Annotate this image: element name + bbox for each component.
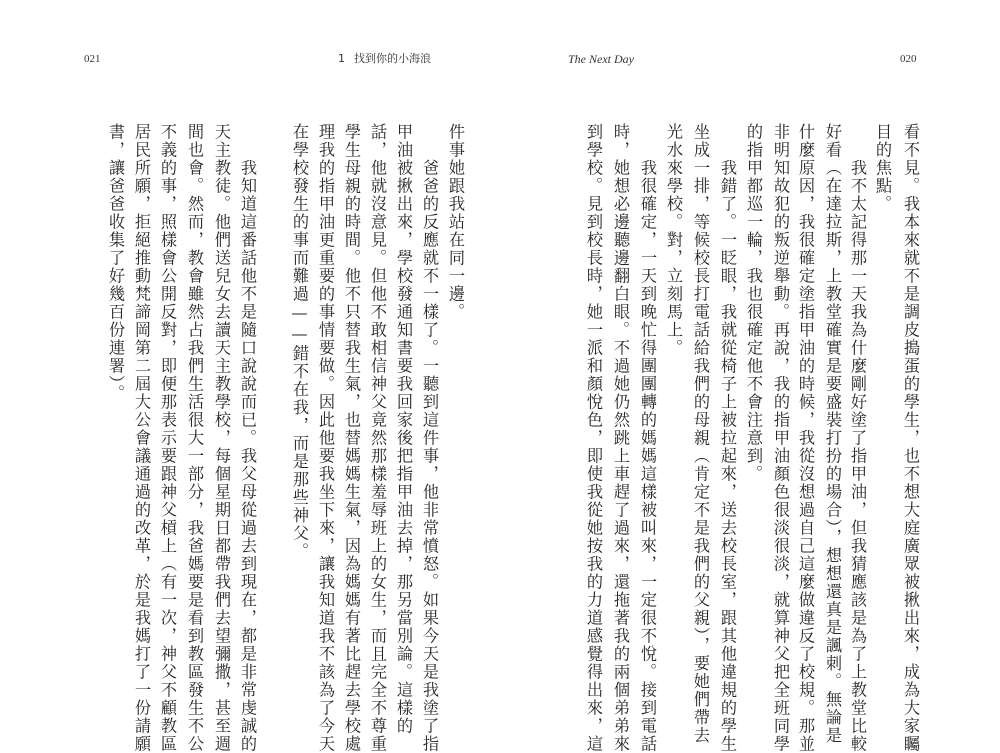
text-column: 坐成一排，等候校長打電話給我們的母親（肯定不是我們的父親），要她們帶去 (691, 123, 710, 745)
text-column: 我不太記得那一天我為什麼剛好塗了指甲油，但我猜應該是為了上教堂比較 (848, 159, 867, 753)
text-column: 甲油被揪出來，學校發通知書要我回家後把指甲油去掉，那另當別論。這樣的 (394, 123, 413, 735)
left-page-number: 021 (84, 53, 101, 65)
text-column: 在學校發生的事而難過——錯不在我，而是那些神父。 (290, 123, 309, 561)
text-column: 我錯了。一眨眼，我就從椅子上被拉起來，送去校長室，跟其他違規的學生 (718, 159, 737, 753)
text-column: 什麼原因，我很確定塗指甲油的時候，我從沒想過自己這麼做違反了校規。那並 (796, 123, 815, 753)
right-running-head: The Next Day (568, 52, 634, 66)
text-column: 話，他就沒意見。但他不敢相信神父竟然那樣羞辱班上的女生，而且完全不尊重 (368, 123, 387, 753)
text-column: 居民所願，拒絕推動梵諦岡第二屆大公會議通過的改革，於是我媽打了一份請願 (132, 123, 151, 753)
text-column: 我知道這番話他不是隨口說說而已。我父母從過去到現在，都是非常虔誠的 (238, 159, 257, 753)
text-column: 間也會。然而，教會雖然占我們生活很大一部分，我爸媽要是看到教區發生不公 (185, 123, 204, 753)
text-column: 我很確定，一天到晚忙得團團轉的媽媽這樣被叫來，一定很不悅。接到電話 (638, 159, 657, 753)
chapter-title: 找到你的小海浪 (354, 52, 431, 65)
text-column: 學生母親的時間。他不只替我生氣，也替媽媽生氣，因為媽媽有著比趕去學校處 (342, 123, 361, 753)
text-column: 到學校。見到校長時，她一派和顏悅色，即使我從她按我的力道感覺得出來，這 (584, 123, 603, 753)
text-column: 好看（在達拉斯，上教堂確實是要盛裝打扮的場合），想想還真是諷刺。無論是 (823, 123, 842, 745)
right-page-number: 020 (900, 53, 917, 65)
text-column: 件事她跟我站在同一邊。 (446, 123, 465, 321)
left-running-head (338, 52, 431, 66)
text-column: 不義的事，照樣會公開反對，即便那表示要跟神父槓上（有一次，神父不顧教區 (158, 123, 177, 753)
text-column: 看不見。我本來就不是調皮搗蛋的學生，也不想大庭廣眾被揪出來，成為大家矚 (901, 123, 920, 753)
chapter-number: 1 (338, 52, 345, 65)
text-column: 爸爸的反應就不一樣了。一聽到這件事，他非常憤怒。如果今天是我塗了指 (420, 159, 439, 753)
text-column: 理我的指甲油更重要的事情要做。因此他要我坐下來，讓我知道我不該為了今天 (316, 123, 335, 753)
right-page (500, 0, 1000, 753)
text-column: 光水來學校。對，立刻馬上。 (664, 123, 683, 357)
text-column: 天主教徒。他們送兒女去讀天主教學校，每個星期日都帶我們去望彌撒，甚至週 (212, 123, 231, 753)
text-column: 的指甲都巡一輪，我也很確定他不會注意到。 (744, 123, 763, 483)
text-column: 目的焦點。 (873, 123, 892, 213)
text-column: 非明知故犯的叛逆舉動。再說，我的指甲油顏色很淡很淡，就算神父把全班同學 (771, 123, 790, 753)
text-column: 書，讓爸爸收集了好幾百份連署）。 (106, 123, 125, 403)
text-column: 時，她想必邊聽邊翻白眼。不過她仍然跳上車趕了過來，還拖著我的兩個弟弟來 (611, 123, 630, 753)
